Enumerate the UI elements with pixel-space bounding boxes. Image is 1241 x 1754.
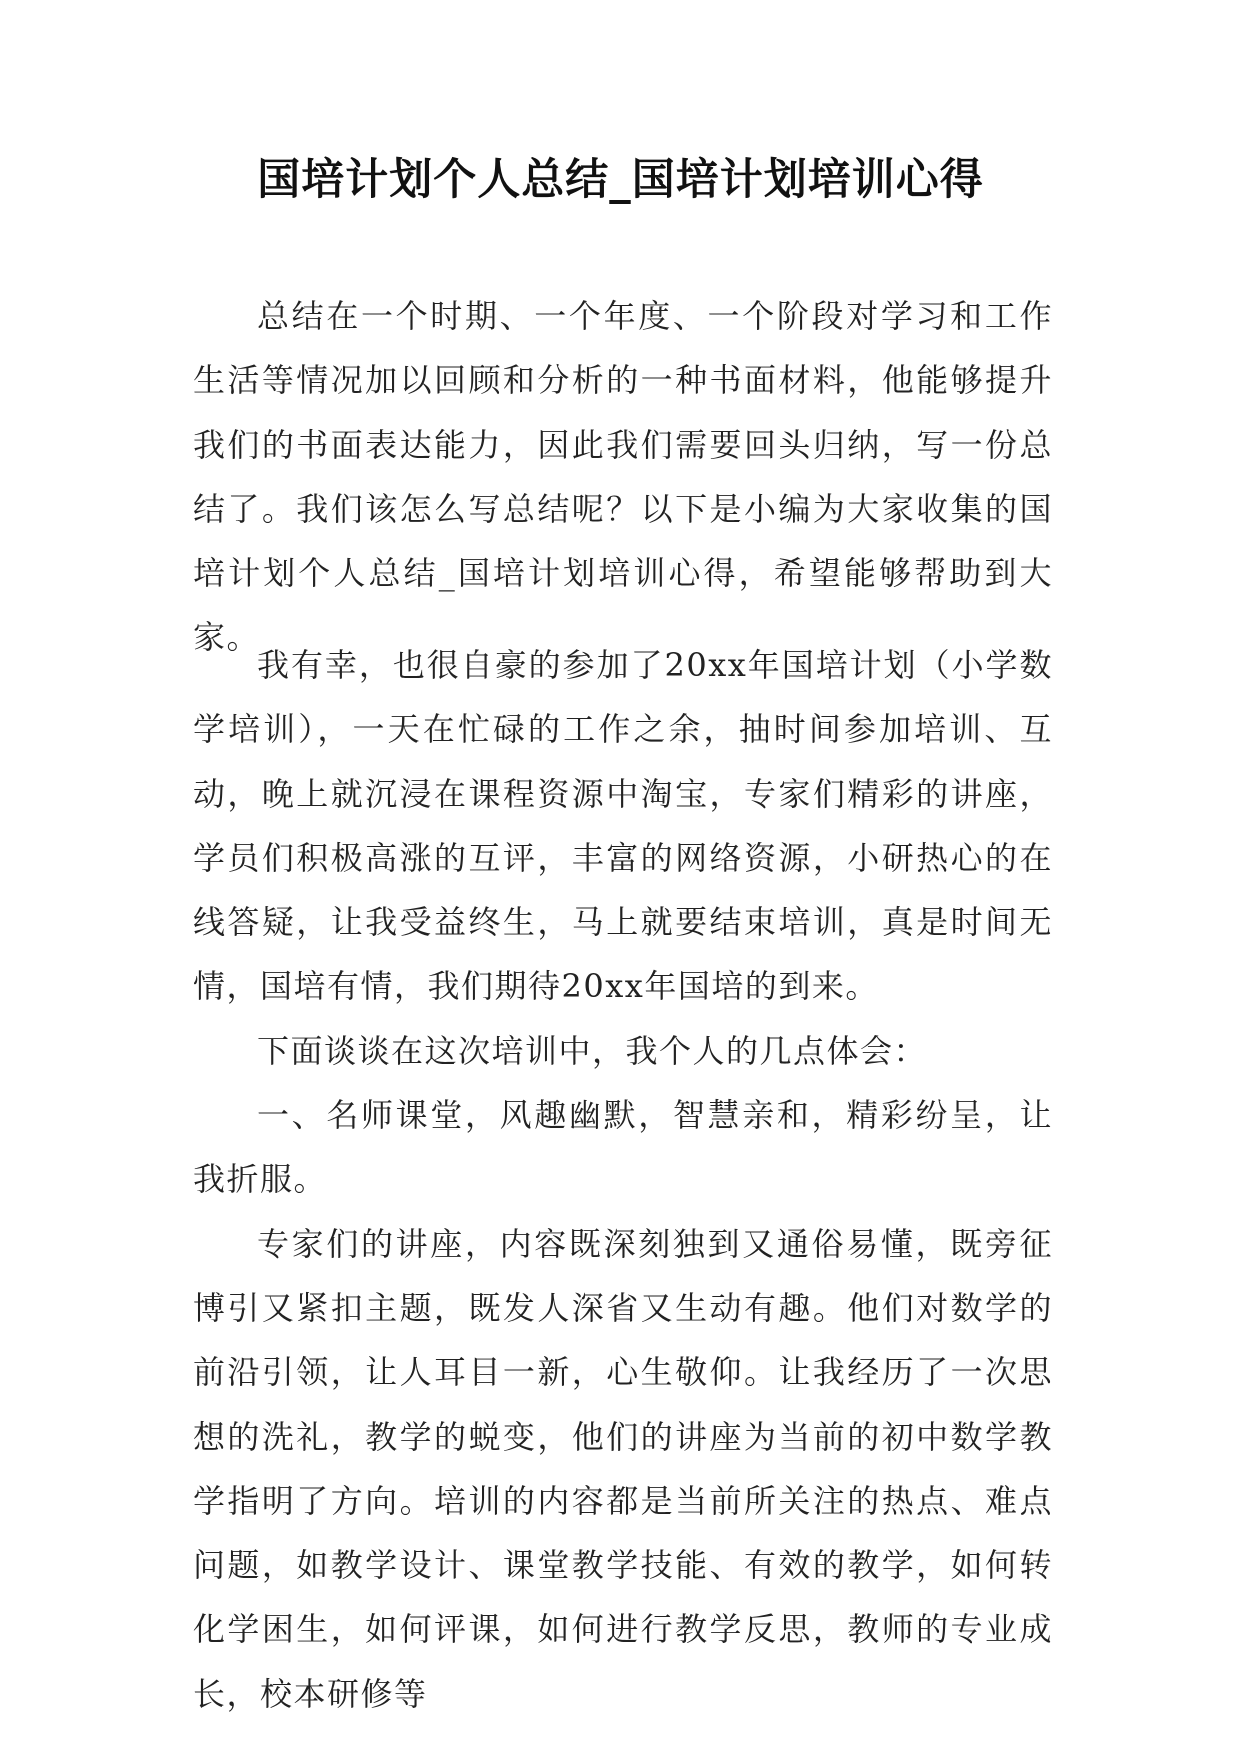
intro-section bbox=[193, 284, 1053, 670]
body-paragraph-4: 专家们的讲座，内容既深刻独到又通俗易懂，既旁征博引又紧扣主题，既发人深省又生动有趣。他们对数学的前沿引领，让人耳目一新，心生敬仰。让我经历了一次思想的洗礼，教学的蜕变，他们的讲座为当前的初中数学教学指明了方向。培训的内容都是当前所关注的热点、难点问题，如教学设计、课堂教学技能、有效的教学，如何转化学困生，如何评课，如何进行教学反思，教师的专业成长，校本研修等 bbox=[193, 1224, 1053, 1713]
body-paragraph-1: 我有幸，也很自豪的参加了20xx年国培计划（小学数学培训），一天在忙碌的工作之余，抽时间参加培训、互动，晚上就沉浸在课程资源中淘宝，专家们精彩的讲座，学员们积极高涨的互评，丰富的网络资源，小研热心的在线答疑，让我受益终生，马上就要结束培训，真是时间无情，国培有情，我们期待20xx年国培的到来。 bbox=[193, 646, 1053, 1006]
main-section bbox=[193, 633, 1053, 1726]
body-paragraph-3: 一、名师课堂，风趣幽默，智慧亲和，精彩纷呈，让我折服。 bbox=[193, 1096, 1053, 1199]
body-paragraph-2: 下面谈谈在这次培训中，我个人的几点体会： bbox=[257, 1031, 928, 1070]
intro-paragraph: 总结在一个时期、一个年度、一个阶段对学习和工作生活等情况加以回顾和分析的一种书面材料，他能够提升我们的书面表达能力，因此我们需要回头归纳，写一份总结了。我们该怎么写总结呢？以下是小编为大家收集的国培计划个人总结_国培计划培训心得，希望能够帮助到大家。 bbox=[193, 297, 1053, 657]
document-title: 国培计划个人总结_国培计划培训心得 bbox=[257, 155, 984, 205]
